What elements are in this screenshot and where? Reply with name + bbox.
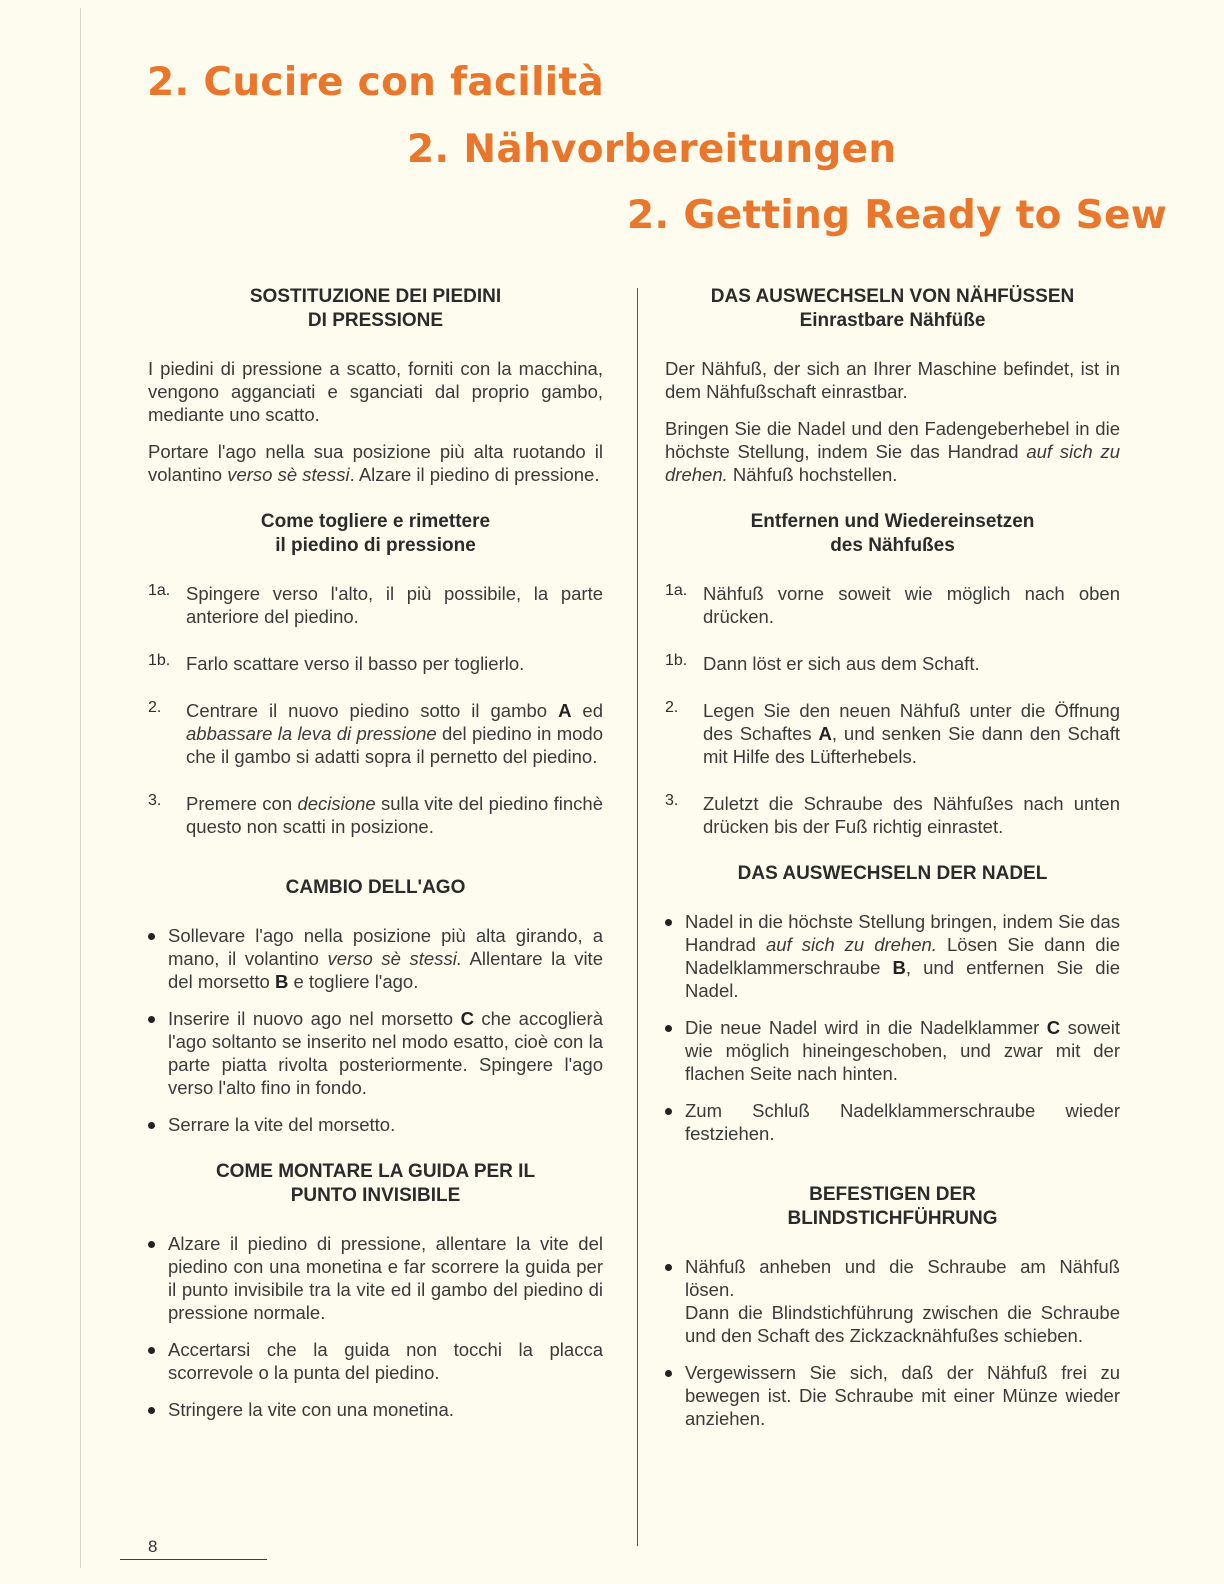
paragraph: Portare l'ago nella sua posizione più alta ruotando il volantino verso sè stessi. Alzare il piedino di pressione.: [148, 441, 603, 485]
step-label: 3.: [148, 792, 162, 809]
column-divider: [637, 288, 638, 1546]
step-1b: [665, 652, 1120, 675]
step-3: [665, 792, 1120, 838]
bullet-item: Sollevare l'ago nella posizione più alta girando, a mano, il volantino verso sè stessi. Allentare la vite del morsetto B e togliere l'ago.: [148, 924, 603, 993]
step-1a: [148, 582, 603, 628]
heading-line: Come togliere e rimettere: [260, 511, 491, 532]
heading-line: DAS AUSWECHSELN VON NÄHFÜSSEN: [710, 286, 1075, 307]
step-2: [665, 699, 1120, 768]
step-label: 2.: [665, 699, 679, 716]
heading-line: PUNTO INVISIBILE: [290, 1185, 461, 1206]
heading-sostituzione: [148, 285, 603, 333]
bullet-item: Die neue Nadel wird in die Nadelklammer C soweit wie möglich hineingeschoben, und zwar mit der flachen Seite nach hinten.: [665, 1016, 1120, 1085]
heading-entfernen: [665, 510, 1120, 558]
step-text: Farlo scattare verso il basso per toglierlo.: [186, 653, 525, 674]
bullet-item: Stringere la vite con una monetina.: [148, 1398, 603, 1421]
heading-auswechseln-naehfuesse: [665, 285, 1120, 333]
title-german: 2. Nähvorbereitungen: [407, 127, 897, 172]
heading-auswechseln-nadel: DAS AUSWECHSELN DER NADEL: [737, 863, 1048, 884]
page-underline: [120, 1559, 267, 1560]
step-label: 1a.: [148, 582, 171, 599]
heading-line: Einrastbare Nähfüße: [799, 310, 986, 331]
bullet-item: Accertarsi che la guida non tocchi la placca scorrevole o la punta del piedino.: [148, 1338, 603, 1384]
step-text: Centrare il nuovo piedino sotto il gambo A ed abbassare la leva di pressione del piedino in modo che il gambo si adatti sopra il pernetto del piedino.: [186, 700, 604, 767]
step-label: 1a.: [665, 582, 688, 599]
step-text: Legen Sie den neuen Nähfuß unter die Öffnung des Schaftes A, und senken Sie dann den Schaft mit Hilfe des Lüfterhebels.: [703, 700, 1120, 767]
paragraph: Der Nähfuß, der sich an Ihrer Maschine befindet, ist in dem Nähfußschaft einrastbar.: [665, 358, 1120, 402]
heading-line: Entfernen und Wiedereinsetzen: [750, 511, 1035, 532]
step-3: [148, 792, 603, 838]
step-label: 1b.: [665, 652, 688, 669]
bullet-item: Nadel in die höchste Stellung bringen, indem Sie das Handrad auf sich zu drehen. Lösen Sie dann die Nadelklammerschraube B, und entfernen Sie die Nadel.: [665, 910, 1120, 1002]
title-english: 2. Getting Ready to Sew: [627, 193, 1168, 238]
page-edge: [80, 8, 81, 1568]
step-label: 3.: [665, 792, 679, 809]
step-text: Nähfuß vorne soweit wie möglich nach oben drücken.: [703, 583, 1120, 627]
title-italian: 2. Cucire con facilità: [147, 60, 604, 105]
step-text: Spingere verso l'alto, il più possibile, la parte anteriore del piedino.: [186, 583, 603, 627]
bullet-item: Nähfuß anheben und die Schraube am Nähfuß lösen. Dann die Blindstichführung zwischen die Schraube und den Schaft des Zickzacknähfußes schieben.: [665, 1255, 1120, 1347]
heading-line: DI PRESSIONE: [307, 310, 444, 331]
heading-guida-punto: [148, 1160, 603, 1208]
step-label: 1b.: [148, 652, 171, 669]
heading-line: BEFESTIGEN DER: [809, 1184, 976, 1205]
heading-cambio-ago: CAMBIO DELL'AGO: [285, 877, 466, 898]
bullet-item: Zum Schluß Nadelklammerschraube wieder festziehen.: [665, 1099, 1120, 1145]
bullet-item: Alzare il piedino di pressione, allentare la vite del piedino con una monetina e far scorrere la guida per il punto invisibile tra la vite ed il gambo del piedino di pressione normale.: [148, 1232, 603, 1324]
step-label: 2.: [148, 699, 162, 716]
heading-line: des Nähfußes: [830, 535, 955, 556]
heading-togliere: [148, 510, 603, 558]
step-text: Zuletzt die Schraube des Nähfußes nach unten drücken bis der Fuß richtig einrastet.: [703, 793, 1120, 837]
step-1a: [665, 582, 1120, 628]
heading-line: COME MONTARE LA GUIDA PER IL: [215, 1161, 536, 1182]
heading-line: il piedino di pressione: [275, 535, 476, 556]
paragraph: I piedini di pressione a scatto, forniti con la macchina, vengono agganciati e sganciati dal proprio gambo, mediante uno scatto.: [148, 358, 603, 425]
heading-blindstichfuehrung: [665, 1183, 1120, 1231]
step-1b: [148, 652, 603, 675]
bullet-item: Serrare la vite del morsetto.: [148, 1113, 603, 1136]
heading-line: BLINDSTICHFÜHRUNG: [787, 1208, 998, 1229]
bullet-item: Inserire il nuovo ago nel morsetto C che accoglierà l'ago soltanto se inserito nel modo esatto, cioè con la parte piatta rivolta posteriormente. Spingere l'ago verso l'alto fino in fondo.: [148, 1007, 603, 1099]
step-text: Dann löst er sich aus dem Schaft.: [703, 653, 980, 674]
page-number: 8: [148, 1537, 158, 1556]
step-2: [148, 699, 603, 768]
heading-line: SOSTITUZIONE DEI PIEDINI: [249, 286, 502, 307]
paragraph: Bringen Sie die Nadel und den Fadengeberhebel in die höchste Stellung, indem Sie das Handrad auf sich zu drehen. Nähfuß hochstellen.: [665, 418, 1120, 485]
step-text: Premere con decisione sulla vite del piedino finchè questo non scatti in posizione.: [186, 793, 603, 837]
italian-column: [148, 285, 603, 1421]
bullet-item: Vergewissern Sie sich, daß der Nähfuß frei zu bewegen ist. Die Schraube mit einer Münze wieder anziehen.: [665, 1361, 1120, 1430]
german-column: [665, 285, 1120, 1430]
